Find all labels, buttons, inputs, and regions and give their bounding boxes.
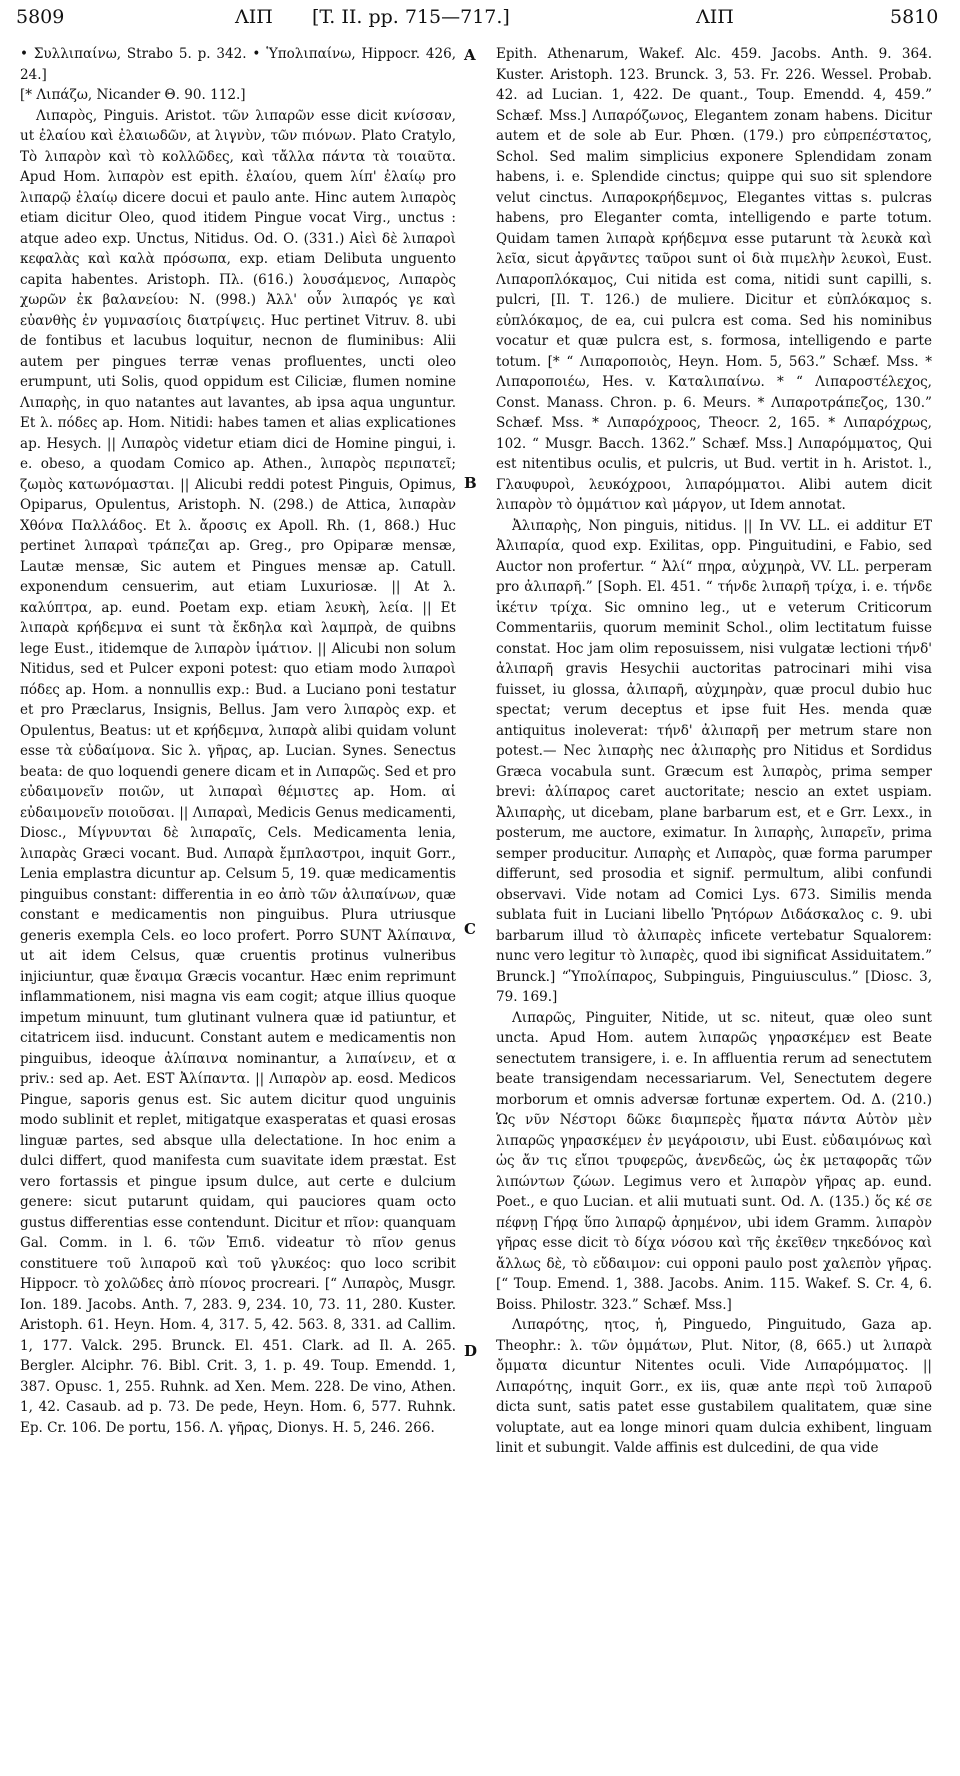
section-letter-a: A bbox=[464, 46, 476, 64]
page-number-right: 5810 bbox=[890, 6, 939, 28]
entry-paragraph: Λιπαρῶς, Pinguiter, Nitide, ut sc. niteut, quæ oleo sunt uncta. Apud Hom. autem λιπαρῶς γηρασκέμεν est Beate senectutem transigere, i. e. In affluentia rerum ad senectutem beate transigendam necessariarum. Vel, Senectutem degere morborum et omnis adversæ fortunæ expertem. Od. Δ. (210.) Ὡς νῦν Νέστορι δῶκε διαμπερὲς ἤματα πάντα Αὐτὸν μὲν λιπαρῶς γηρασκέμεν ἐν μεγάροισιν, ubi Eust. εὐδαιμόνως καὶ ὡς ἄν τις εἴποι τρυφερῶς, ἀνενδεῶς, ὡς ἐκ μεταφορᾶς τῶν λιπώντων ζώων. Legimus vero et λιπαρὸν γῆρας ap. eund. Poet., e quo Lucian. et alii mutuati sunt. Od. Λ. (135.) ὅς κέ σε πέφνῃ Γήρᾳ ὕπο λιπαρῷ ἀρημένον, ubi idem Gramm. λιπαρὸν γῆρας esse dicit τὸ δίχα νόσου καὶ τῆς ἐκεῖθεν τηκεδόνος καὶ ἄλλως δὲ, τὸ εὔδαιμον: cui opponi paulo post χαλεπὸν γῆρας. [“ Toup. Emend. 1, 388. Jacobs. Anim. 115. Wakef. S. Cr. 4, 6. Boiss. Philostr. 323.” Schæf. Mss.] bbox=[496, 1009, 932, 1313]
entry-paragraph: Λιπαρὸς, Pinguis. Aristot. τῶν λιπαρῶν esse dicit κνίσσαν, ut ἐλαίου καὶ ἐλαιωδῶν, at λιγνὺν, τῶν πιόνων. Plato Cratylo, Τὸ λιπαρὸν καὶ τὸ κολλῶδες, καὶ τἄλλα πάντα τὰ τοιαῦτα. Apud Hom. λιπαρὸν est epith. ἐλαίου, quem λίπ' ἐλαίῳ pro λιπαρῷ ἐλαίῳ dicere docui et paulo ante. Hinc autem λιπαρὸς etiam dicitur Oleo, quod itidem Pingue vocat Virg., unctus : atque adeo exp. Unctus, Nitidus. Od. Ο. (331.) Αἰεὶ δὲ λιπαροὶ κεφαλὰς καὶ καλὰ πρόσωπα, exp. etiam Delibuta unguento capita habentes. Aristoph. Πλ. (616.) λουσάμενος, Λιπαρὸς χωρῶν ἐκ βαλανείου: Ν. (998.) Ἀλλ' οὖν λιπαρός γε καὶ εὐανθὴς ἐν γυμνασίοις διατρίψεις. Huc pertinet Vitruv. 8. ubi de fontibus et lacubus loquitur, necnon de fluminibus: Alii autem per pingues terræ venas profluentes, uncti oleo erumpunt, uti Solis, quod oppidum est Ciliciæ, flumen nomine Λιπαρὴς, in quo natantes aut lavantes, ab ipsa aqua unguntur. Et λ. πόδες ap. Hom. Nitidi: habes tamen et alias explicationes ap. Hesych. || Λιπαρὸς videtur etiam dici de Homine pingui, i. e. obeso, a quodam Comico ap. Athen., λιπαρὸς περιπατεῖ; ζωμὸς κατωνόμασται. || Alicubi reddi potest Pinguis, Opimus, Opiparus, Opulentus, Aristoph. Ν. (298.) de Attica, λιπαρὰν Χθόνα Παλλάδος. Et λ. ἄροσις ex Apoll. Rh. (1, 868.) Huc pertinet λιπαραὶ τράπεζαι ap. Greg., pro Opiparæ mensæ, Lautæ mensæ, Sic autem et Pingues mensæ ap. Catull. exponendum censuerim, aut etiam Luxuriosæ. || At λ. καλύπτρα, ap. eund. Poetam exp. etiam λευκὴ, λεία. || Et λιπαρὰ κρήδεμνα ei sunt τὰ ἔκδηλα καὶ λαμπρὰ, de quibns lege Eust., itidemque de λιπαρὸν ἱμάτιον. || Alicubi non solum Nitidus, sed et Pulcer exponi potest: quo etiam modo λιπαροὶ πόδες ap. Hom. a nonnullis exp.: Bud. a Luciano poni testatur et pro Præclarus, Insignis, Bellus. Jam vero λιπαρὸς exp. et Opulentus, Beatus: ut et κρήδεμνα, λιπαρὰ alibi quidam volunt esse τὰ εὐδαίμονα. Sic λ. γῆρας, ap. Lucian. Synes. Senectus beata: de quo loquendi genere dicam et in Λιπαρῶς. Sed et pro εὐδαιμονεῖν ποιῶν, ut λιπαραὶ θέμιστες ap. Hom. αἱ εὐδαιμονεῖν ποιοῦσαι. || Λιπαραὶ, Medicis Genus medicamenti, Diosc., Μίγνυνται δὲ λιπαραῖς, Cels. Medicamenta lenia, λιπαρὰς Græci vocant. Bud. Λιπαρὰ ἔμπλαστροι, inquit Gorr., Lenia emplastra dicuntur ap. Celsum 5, 19. quæ medicamentis pinguibus constant: differentia in eo ἀπὸ τῶν ἀλιπαίνων, quæ constant e medicamentis non pinguibus. Plura utriusque generis exempla Cels. eo loco profert. Porro SUNT Ἀλίπαινα, ut ait idem Celsus, quæ cruentis protinus vulneribus injiciuntur, quæ ἔναιμα Græcis vocantur. Hæc enim reprimunt inflammationem, nisi magna vis eam cogit; atque illius quoque impetum minuunt, tum glutinant vulnera quæ id patiuntur, et citatricem iisd. inducunt. Constant autem e medicamentis non pinguibus, ideoque ἀλίπαινα nominantur, a λιπαίνειν, et α priv.: sed ap. Aet. EST Ἀλίπαντα. || Λιπαρὸν ap. eosd. Medicos Pingue, saporis genus est. Sic autem dicitur quod unguinis modo sublinit et replet, mitigatque exasperatas et quasi erosas linguæ partes, sed absque ulla delectatione. In hoc enim a dulci differt, quod manifesta cum suavitate idem præstat. Est vero fortassis et pingue ipsum dulce, aut certe e dulcium genere: sicut putarunt quidam, qui pauciores quam octo gustus differentias esse contendunt. Dicitur et πῖον: quanquam Gal. Comm. in l. 6. τῶν Ἐπιδ. videatur τὸ πῖον genus constituere τοῦ λιπαροῦ καὶ τοῦ γλυκέος: quo loco scribit Hippocr. τὸ χολῶδες ἀπὸ πίονος procreari. [“ Λιπαρὸς, Musgr. Ion. 189. Jacobs. Anth. 7, 283. 9, 234. 10, 73. 11, 280. Kuster. Aristoph. 61. Heyn. Hom. 4, 317. 5, 42. 563. 8, 331. ad Callim. 1, 177. Valck. 295. Brunck. El. 451. Clark. ad Il. A. 265. Bergler. Alciphr. 76. Bibl. Crit. 3, 1. p. 49. Toup. Emendd. 1, 387. Opusc. 1, 255. Ruhnk. ad Xen. Mem. 228. De vino, Athen. 1, 42. Casaub. ad p. 73. De pede, Heyn. Hom. 6, 577. Ruhnk. Ep. Cr. 106. De portu, 156. Λ. γῆρας, Dionys. H. 5, 246. 266. bbox=[20, 107, 456, 1436]
section-letter-b: B bbox=[464, 474, 477, 492]
headword-right: ΛΙΠ bbox=[696, 6, 734, 28]
section-letter-c: C bbox=[464, 920, 476, 938]
left-column bbox=[20, 44, 456, 1438]
volume-reference: [T. II. pp. 715—717.] bbox=[312, 6, 510, 28]
headword-left: ΛΙΠ bbox=[235, 6, 273, 28]
page-number-left: 5809 bbox=[16, 6, 65, 28]
entry-paragraph: • Συλλιπαίνω, Strabo 5. p. 342. • Ὑπολιπαίνω, Hippocr. 426, 24.] bbox=[20, 46, 456, 83]
section-letter-d: D bbox=[464, 1342, 478, 1360]
right-column bbox=[496, 44, 932, 1459]
entry-paragraph: [* Λιπάζω, Nicander Θ. 90. 112.] bbox=[20, 87, 246, 103]
running-header bbox=[0, 0, 960, 40]
entry-paragraph: Ἀλιπαρὴς, Non pinguis, nitidus. || In VV. LL. ei additur ET Ἀλιπαρία, quod exp. Exilitas, opp. Pinguitudini, e Fabio, sed Auctor non profertur. “ Ἀλί“ πηρα, αὐχμηρὰ, VV. LL. perperam pro ἀλιπαρῆ.” [Soph. El. 451. “ τήνδε λιπαρῆ τρίχα, i. e. τήνδε ἱκέτιν τρίχα. Sic omnino leg., ut e veterum Criticorum Commentariis, quorum meminit Schol., olim lectitatum fuisse constat. Hoc jam olim reposuissem, nisi vulgatæ lectioni τήνδ' ἀλιπαρῆ gravis Hesychii auctoritas patrocinari mihi visa fuisset, iu glossa, ἀλιπαρῆ, αὐχμηρὰν, quæ procul dubio huc spectat; verum deceptus et ipse fuit Hes. menda quæ antiquitus inoleverat: τήνδ' ἀλιπαρῆ per metrum stare non potest.— Nec λιπαρὴς nec ἀλιπαρὴς pro Nitidus et Sordidus Græca vocabula sunt. Græcum est λιπαρὸς, prima semper brevi: ἀλίπαρος caret auctoritate; nescio an extet uspiam. Ἀλιπαρὴς, ut dicebam, plane barbarum est, et e Grr. Lexx., in posterum, me auctore, eximatur. In λιπαρὴς, λιπαρεῖν, prima semper producitur. Λιπαρὴς et Λιπαρὸς, quæ forma parumper differunt, sed prosodia et signif. permultum, alibi confundi observavi. Vide notam ad Comici Lys. 673. Similis menda sublata fuit in Luciani libello Ῥητόρων Διδάσκαλος c. 9. ubi barbarum illud τὸ ἀλιπαρὲς inficete vertebatur Squalorem: nunc vero legitur τὸ λιπαρὲς, quod ibi significat Assiduitatem.” Brunck.] “Ὑπολίπαρος, Subpinguis, Pinguiusculus.” [Diosc. 3, 79. 169.] bbox=[496, 517, 932, 1005]
entry-paragraph: Epith. Athenarum, Wakef. Alc. 459. Jacobs. Anth. 9. 364. Kuster. Aristoph. 123. Brunck. 3, 53. Fr. 226. Wessel. Probab. 42. ad Lucian. 1, 422. De quant., Toup. Emendd. 4, 459.” Schæf. Mss.] Λιπαρόζωνος, Elegantem zonam habens. Dicitur autem et de sole ab Eur. Phœn. (179.) pro εὐπρεπέστατος, Schol. Sed malim simplicius exponere Splendidam zonam habens, i. e. Splendide cinctus; quippe qui suo sit splendore velut cinctus. Λιπαροκρήδεμνος, Elegantes vittas s. pulcras habens, pro Eleganter comta, intelligendo e parte totum. Quidam tamen λιπαρὰ κρήδεμνα esse putarunt τὰ λευκὰ καὶ λεῖα, sicut ἀργᾶντες ταῦροι sunt οἱ διὰ πιμελὴν λευκοὶ, Eust. Λιπαροπλόκαμος, Cui nitida est coma, nitidi sunt capilli, s. pulcri, [Il. Τ. 126.) de muliere. Dicitur et εὐπλόκαμος s. εὐπλόκαμος, de ea, cui pulcra est coma. Sed his nominibus vocatur et quæ pulcra est, s. formosa, intelligendo e parte totum. [* “ Λιπαροποιὸς, Heyn. Hom. 5, 563.” Schæf. Mss. * Λιπαροποιέω, Hes. v. Καταλιπαίνω. * “ Λιπαροστέλεχος, Const. Manass. Chron. p. 6. Meurs. * Λιπαροτράπεζος, 130.” Schæf. Mss. * Λιπαρόχροος, Theocr. 2, 165. * Λιπαρόχρως, 102. “ Musgr. Bacch. 1362.” Schæf. Mss.] Λιπαρόμματος, Qui est nitentibus oculis, et pulcris, ut Bud. vertit in h. Aristot. l., Γλαυφυροὶ, λευκόχροοι, λιπαρόμματοι. Alibi autem dicit λιπαρὸν τὸ ὀμμάτιον καὶ μάργον, ut Idem annotat. bbox=[496, 46, 932, 513]
entry-paragraph: Λιπαρότης, ητος, ἡ, Pinguedo, Pinguitudo, Gaza ap. Theophr.: λ. τῶν ὀμμάτων, Plut. Nitor, (8, 665.) ut λιπαρὰ ὄμματα dicuntur Nitentes oculi. Vide Λιπαρόμματος. || Λιπαρότης, inquit Gorr., ex iis, quæ ante περὶ τοῦ λιπαροῦ dicta sunt, satis patet esse gustabilem qualitatem, quæ sine voluptate, aut ea longe minori quam dulcia exhibent, linguam linit et subungit. Valde affinis est dulcedini, de qua vide bbox=[496, 1317, 932, 1456]
